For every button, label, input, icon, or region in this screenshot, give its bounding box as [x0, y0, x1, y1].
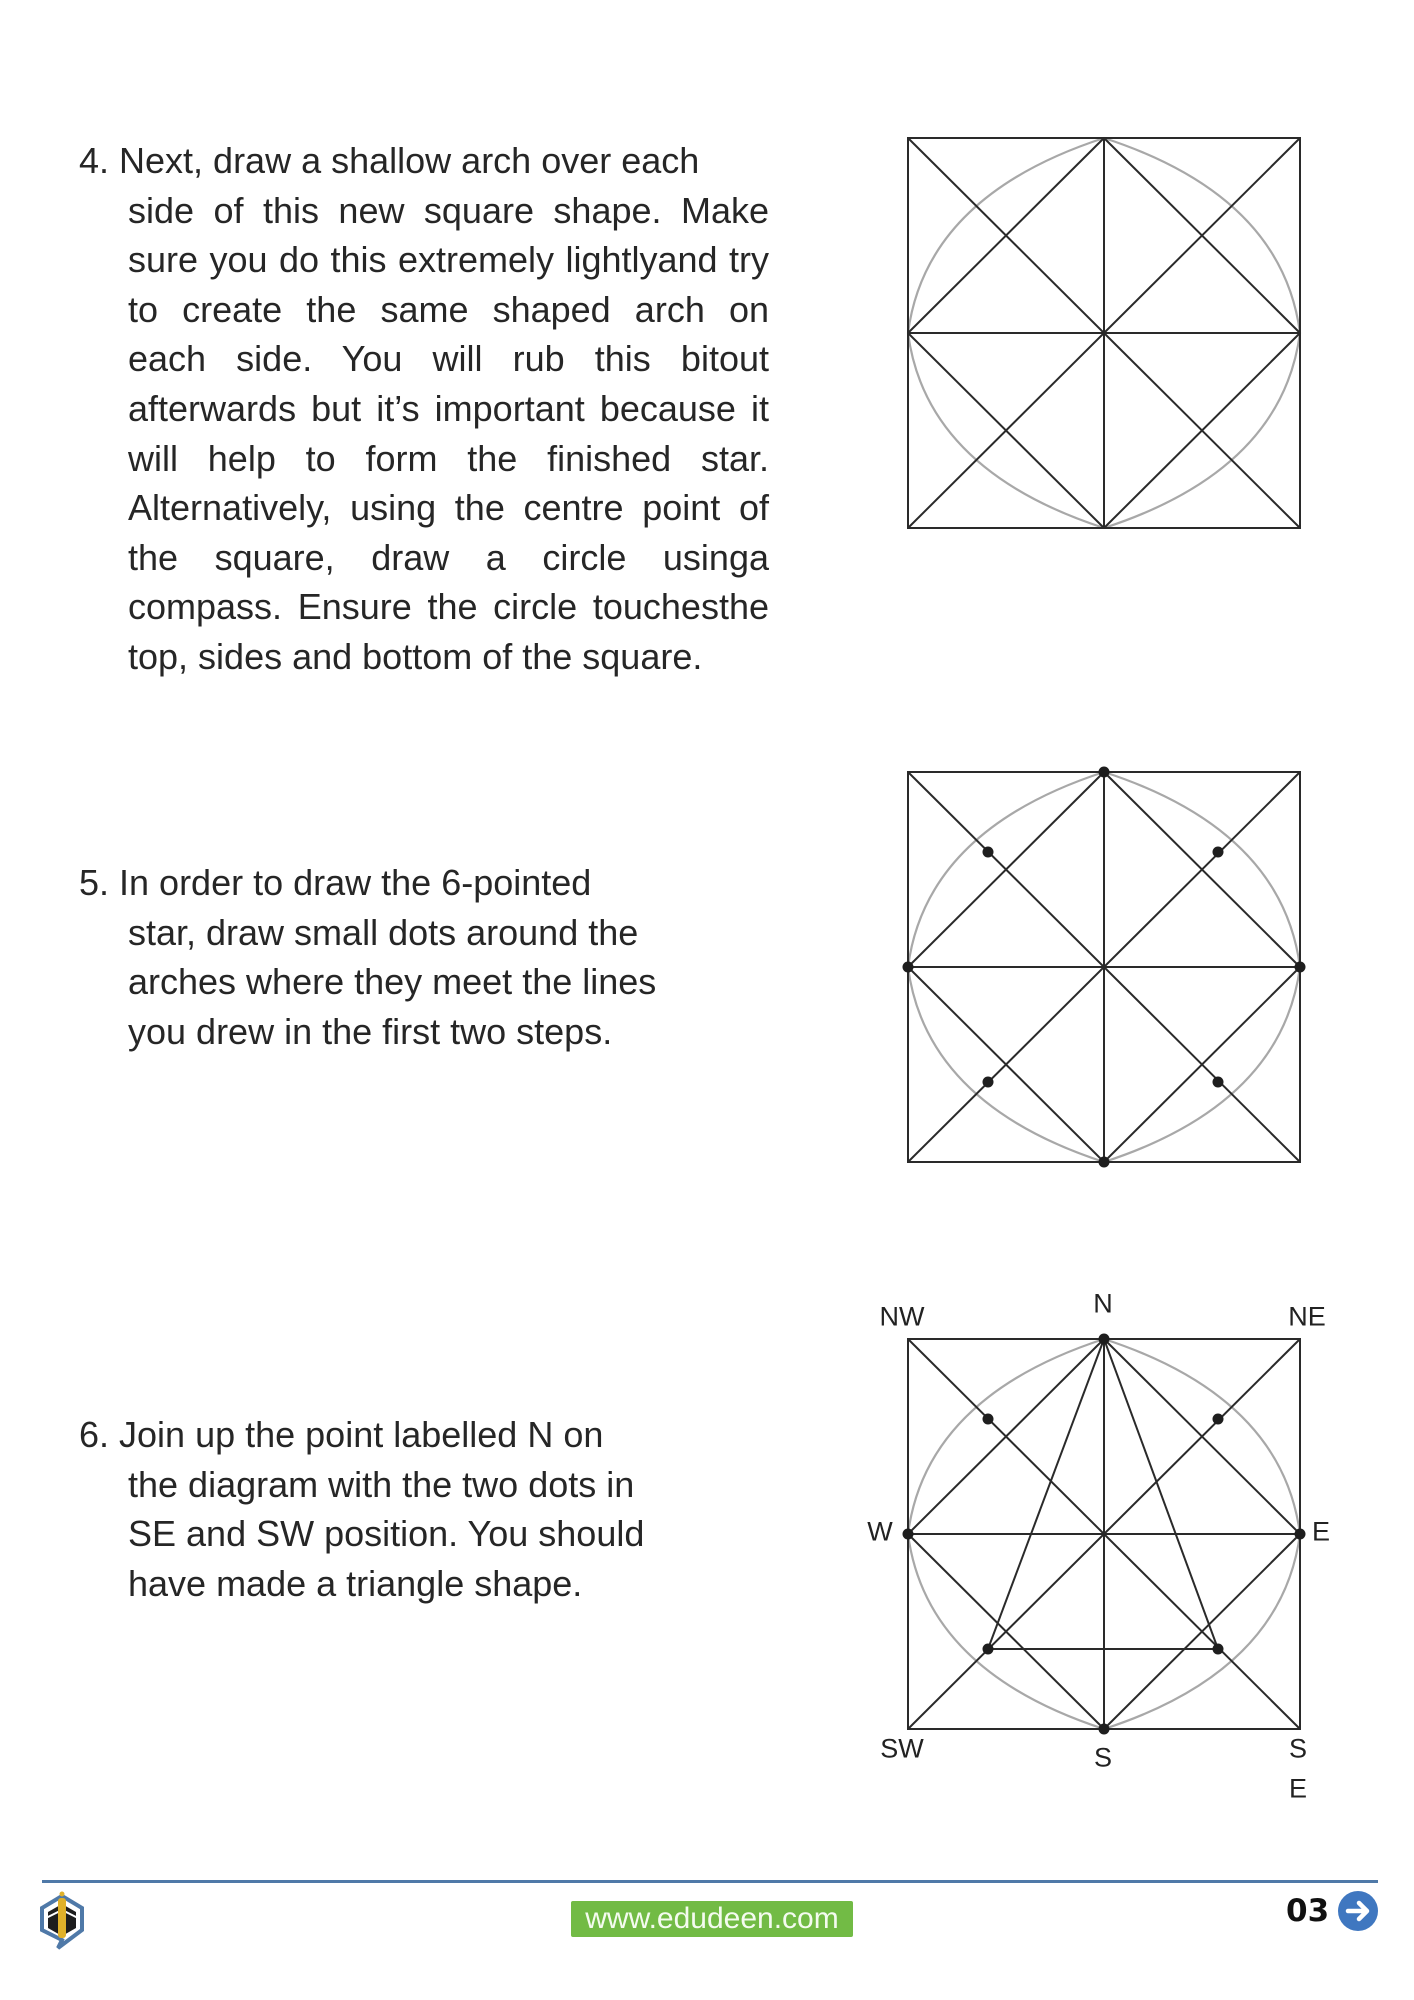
dot-e — [1295, 1529, 1306, 1540]
step-4-instructions — [79, 136, 769, 682]
label-e: E — [1311, 1516, 1331, 1547]
diagram-step-5 — [906, 770, 1302, 1164]
construction-lines — [908, 138, 1300, 528]
step-6-instructions — [79, 1410, 699, 1608]
step-5-line-2: arches where they meet the lines — [128, 961, 657, 1003]
triangle-side-n-se — [1104, 1339, 1218, 1649]
footer-rule — [42, 1880, 1378, 1883]
step-5-first-line: 5. In order to draw the 6-pointed — [79, 862, 592, 903]
arrow-right-icon — [1338, 1891, 1378, 1931]
website-link[interactable]: www.edudeen.com — [571, 1901, 853, 1937]
dot-w — [903, 1529, 914, 1540]
step-5-line-3: you drew in the first two steps. — [128, 1010, 613, 1052]
edudeen-logo-icon — [36, 1888, 88, 1950]
dot-e — [1295, 962, 1306, 973]
step-4-first-line: 4. Next, draw a shallow arch over each — [79, 140, 700, 181]
label-sw: SW — [880, 1733, 924, 1764]
step-6-line-3: have made a triangle shape. — [128, 1562, 583, 1604]
step-4-body: side of this new square shape. Make sure you do this extremely lightlyand try to create the same shaped arch on each side. You will rub this bitout afterwards but it’s important because it will help to form the finished star. Alternatively, using the centre point of the square, draw a circle usinga compass. Ensure the circle touchesthe top, sides and bottom of the square. — [128, 189, 769, 677]
label-ne: NE — [1288, 1301, 1326, 1332]
next-page-button[interactable] — [1338, 1891, 1378, 1931]
construction-lines — [908, 1339, 1300, 1729]
dot-n — [1099, 767, 1110, 778]
label-n: N — [1093, 1288, 1113, 1319]
diagram-step-4 — [906, 136, 1302, 530]
dot-ne — [1213, 1414, 1224, 1425]
dot-ne — [1213, 847, 1224, 858]
dot-sw — [983, 1077, 994, 1088]
label-se-bottom: E — [1288, 1773, 1308, 1804]
step-5-instructions — [79, 858, 699, 1056]
step-6-line-2: SE and SW position. You should — [128, 1513, 645, 1555]
label-nw: NW — [879, 1301, 925, 1332]
step-6-line-1: the diagram with the two dots in — [128, 1463, 635, 1505]
page-number: 03 — [1286, 1893, 1330, 1929]
label-se-top: S — [1288, 1733, 1308, 1764]
dot-s — [1099, 1157, 1110, 1168]
label-s: S — [1093, 1742, 1113, 1773]
dot-nw — [983, 1414, 994, 1425]
diagram-step-6 — [906, 1337, 1302, 1731]
dot-w — [903, 962, 914, 973]
dot-nw — [983, 847, 994, 858]
dot-se — [1213, 1644, 1224, 1655]
dot-sw — [983, 1644, 994, 1655]
dot-s — [1099, 1724, 1110, 1735]
step-6-first-line: 6. Join up the point labelled N on — [79, 1414, 604, 1455]
construction-lines — [908, 772, 1300, 1162]
step-5-line-1: star, draw small dots around the — [128, 911, 639, 953]
dot-n — [1099, 1334, 1110, 1345]
dot-se — [1213, 1077, 1224, 1088]
label-w: W — [867, 1516, 893, 1547]
